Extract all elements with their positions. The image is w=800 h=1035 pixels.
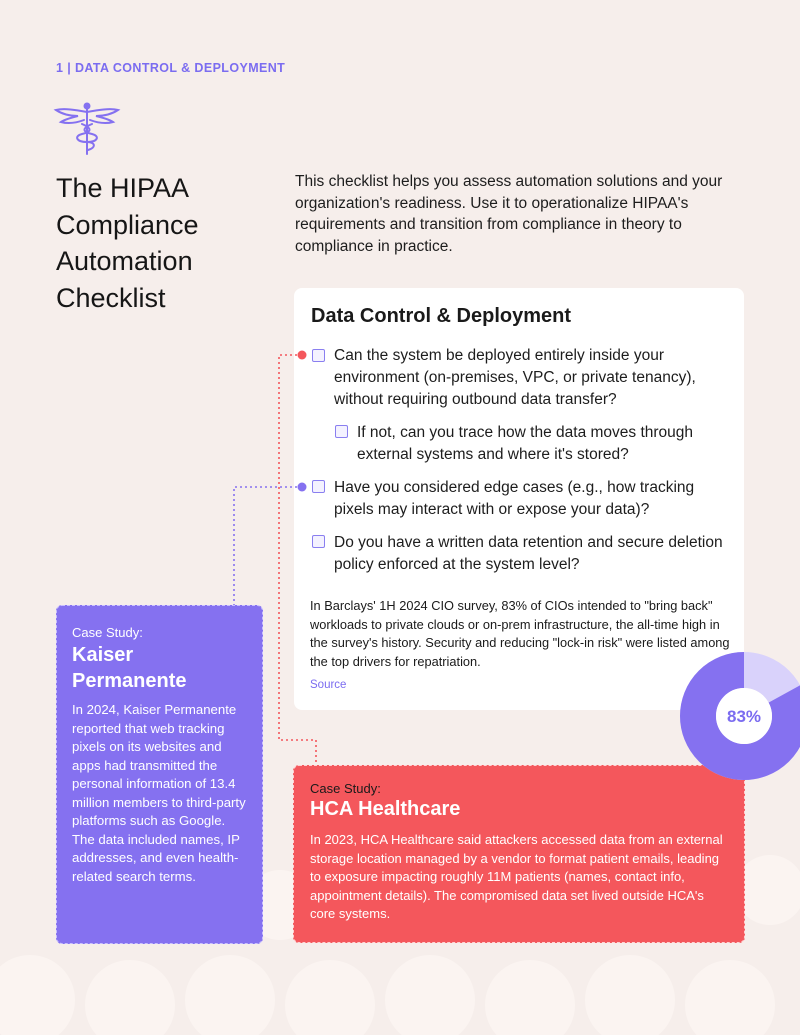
checkbox-trace-data[interactable]: [335, 425, 348, 438]
case-study-body: In 2024, Kaiser Permanente reported that web tracking pixels on its websites and apps had transmitted the personal information of 13.4 million members to third-party platforms such as Google. The data included names, IP addresses, and even health-related search terms.: [72, 702, 246, 884]
section-label: 1 | DATA CONTROL & DEPLOYMENT: [56, 61, 286, 75]
title-line: Checklist: [56, 282, 166, 313]
checkbox-retention-policy[interactable]: [312, 535, 325, 548]
caduceus-icon: [52, 102, 122, 156]
checklist-item-deploy-inside: Can the system be deployed entirely inside your environment (on-premises, VPC, or private tenancy), without requiring outbound data transfer?: [334, 347, 696, 408]
source-link[interactable]: Source: [310, 679, 347, 691]
case-study-body: In 2023, HCA Healthcare said attackers accessed data from an external storage location managed by a vendor to format patient emails, leading to exposure impacting roughly 11M patients (names, contact info, appointment details). The compromised data set lived outside HCA's core systems.: [310, 832, 723, 921]
title-line: Automation: [56, 246, 193, 276]
title-line: Compliance: [56, 209, 199, 240]
case-study-label: Case Study:: [310, 781, 381, 796]
checklist-item-retention-policy: Do you have a written data retention and secure deletion policy enforced at the system level?: [334, 534, 723, 573]
page-title: [56, 170, 276, 316]
checkbox-edge-cases[interactable]: [312, 480, 325, 493]
checkbox-deploy-inside[interactable]: [312, 349, 325, 362]
checklist-item-trace-data: If not, can you trace how the data moves through external systems and where it's stored?: [357, 424, 694, 463]
checklist-heading: Data Control & Deployment: [311, 305, 572, 327]
title-line: The HIPAA: [56, 173, 190, 203]
case-study-label: Case Study:: [72, 625, 143, 640]
donut-label: 83%: [726, 707, 762, 726]
donut-chart: [679, 651, 800, 781]
intro-paragraph: This checklist helps you assess automation solutions and your organization's readiness. Use it to operationalize HIPAA's requirements and transition from compliance in theory to compliance in practice.: [295, 173, 723, 255]
checklist-item-edge-cases: Have you considered edge cases (e.g., how tracking pixels may interact with or expose your data)?: [334, 479, 695, 518]
case-study-title: Kaiser Permanente: [72, 644, 187, 692]
case-study-title: HCA Healthcare: [310, 798, 461, 820]
survey-note: In Barclays' 1H 2024 CIO survey, 83% of CIOs intended to "bring back" workloads to private clouds or on-prem infrastructure, the all-time high in the survey's history. Security and reducing "lock-in risk" were listed among the top drivers for repatriation.: [310, 598, 730, 669]
